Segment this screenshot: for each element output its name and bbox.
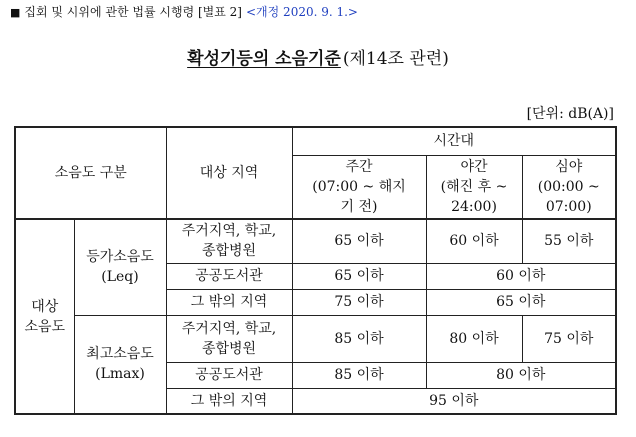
value-day: 75 이하 <box>292 289 426 315</box>
area-library: 공공도서관 <box>166 263 292 289</box>
unit-label: [단위: dB(A)] <box>526 106 614 122</box>
header-area: 대상 지역 <box>166 127 292 219</box>
title-main: 확성기등의 소음기준 <box>187 49 341 69</box>
header-division: 소음도 구분 <box>15 127 166 219</box>
title-sub: (제14조 관련) <box>342 49 449 69</box>
value-night: 60 이하 <box>426 219 522 263</box>
value-late: 75 이하 <box>522 315 616 362</box>
header-square-marker: ■ <box>10 6 21 19</box>
period-late-range-1: (00:00 ~ <box>537 178 600 195</box>
header-law-title: 집회 및 시위에 관한 법률 시행령 [별표 2] <box>24 5 242 19</box>
period-night-range-1: (해진 후 ~ <box>440 178 508 195</box>
noise-standards-table <box>14 126 617 415</box>
table-row <box>15 219 616 263</box>
period-late-night <box>522 155 616 219</box>
area-line1: 주거지역, 학교, <box>181 320 277 337</box>
table-row <box>15 315 616 362</box>
period-late-range-2: 07:00) <box>545 198 592 215</box>
value-night-late: 80 이하 <box>426 362 616 388</box>
table-header-row <box>15 127 616 155</box>
period-night-range-2: 24:00) <box>451 198 497 215</box>
main-category-line1: 대상 <box>31 298 59 315</box>
value-day: 65 이하 <box>292 219 426 263</box>
header-line <box>10 3 358 20</box>
value-day: 65 이하 <box>292 263 426 289</box>
value-day: 85 이하 <box>292 362 426 388</box>
group-lmax-cell <box>74 315 166 414</box>
period-night-name: 야간 <box>460 158 488 175</box>
group-lmax-abbr: (Lmax) <box>95 366 145 383</box>
period-late-name: 심야 <box>555 158 583 175</box>
amendment-link[interactable]: <개정 2020. 9. 1.> <box>246 5 358 19</box>
area-line2: 종합병원 <box>201 243 257 260</box>
area-line1: 주거지역, 학교, <box>181 223 277 240</box>
area-other: 그 밖의 지역 <box>166 289 292 315</box>
area-residential <box>166 219 292 263</box>
group-leq-cell <box>74 219 166 315</box>
period-day <box>292 155 426 219</box>
value-day: 85 이하 <box>292 315 426 362</box>
value-night-late: 65 이하 <box>426 289 616 315</box>
area-line2: 종합병원 <box>201 340 257 357</box>
main-category-cell <box>15 219 74 414</box>
value-all-periods: 95 이하 <box>292 388 616 414</box>
period-day-range-1: (07:00 ~ 해지 <box>312 178 406 195</box>
value-night: 80 이하 <box>426 315 522 362</box>
main-category-line2: 소음도 <box>24 318 66 335</box>
value-late: 55 이하 <box>522 219 616 263</box>
area-other: 그 밖의 지역 <box>166 388 292 414</box>
document-title <box>0 44 636 69</box>
area-residential <box>166 315 292 362</box>
group-leq-abbr: (Leq) <box>101 269 139 286</box>
period-day-range-2: 기 전) <box>340 198 378 215</box>
value-night-late: 60 이하 <box>426 263 616 289</box>
group-leq-name: 등가소음도 <box>86 249 154 266</box>
period-night <box>426 155 522 219</box>
area-library: 공공도서관 <box>166 362 292 388</box>
period-day-name: 주간 <box>345 158 373 175</box>
group-lmax-name: 최고소음도 <box>86 346 154 363</box>
header-time-period: 시간대 <box>292 127 616 155</box>
